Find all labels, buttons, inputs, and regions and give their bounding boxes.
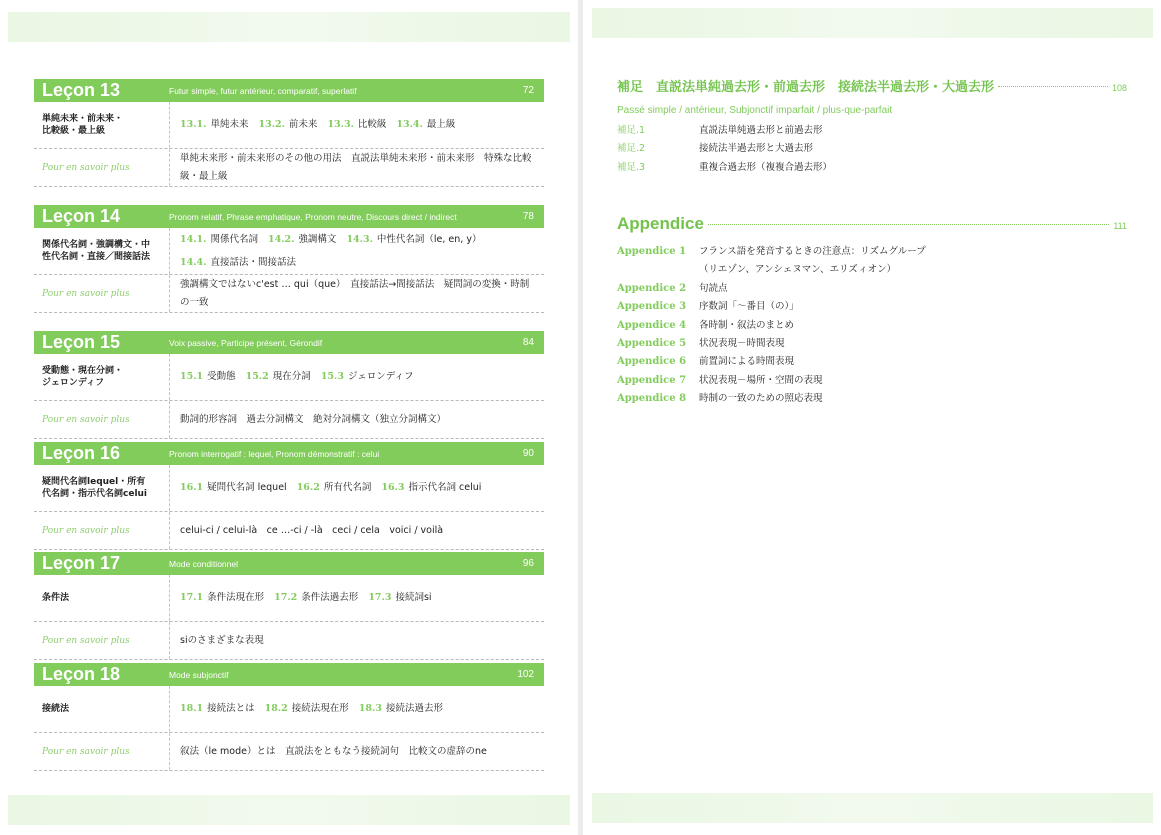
section-title: 比較級 [357,119,387,130]
section-number: 13.1. [180,119,207,130]
section-title: 直接話法・間接話法 [210,256,296,268]
lesson-header[interactable] [34,442,544,465]
lesson-header[interactable] [34,663,544,686]
section-title: ジェロンディフ [347,371,414,382]
hosoku-item-label: 補足.2 [617,143,646,155]
pour-en-savoir-plus-text: celui-ci / celui-là ce …-ci / -là ceci / cela voici / voilà [180,524,444,536]
section-item[interactable] [258,116,317,134]
hosoku-item-label: 補足.3 [617,161,646,173]
lesson-title: Leçon 16 [42,443,121,463]
pour-en-savoir-plus-label: Pour en savoir plus [34,512,170,549]
lesson-sections [170,575,544,621]
left-page [0,0,578,835]
lesson-block [34,552,544,660]
appendix-item[interactable] [617,390,1127,408]
appendix-item[interactable] [617,243,1127,280]
section-item[interactable] [321,368,414,386]
lesson-block [34,205,544,313]
appendix-item-text: フランス語を発音するときの注意点：リズムグループ （リエゾン、アンシェヌマン、エリズィオン） [699,246,926,276]
lesson-sections [170,228,544,274]
pour-en-savoir-plus-label: Pour en savoir plus [34,622,170,659]
hosoku-list [617,122,1127,177]
section-number: 16.1 [180,482,204,493]
appendix-item[interactable] [617,372,1127,390]
section-item[interactable] [180,479,287,497]
appendix-item[interactable] [617,298,1127,316]
lesson-title: Leçon 18 [42,664,121,684]
section-title: 単純未来 [210,119,249,130]
lesson-topics-row [34,228,544,275]
lesson-topic-label: 関係代名詞・強調構文・中 性代名詞・直接／間接話法 [34,228,170,274]
top-decorative-band [592,8,1153,38]
section-number: 14.4. [180,256,207,268]
lesson-page-number: 72 [522,85,534,96]
section-item[interactable] [297,479,372,497]
pour-en-savoir-plus-text: 単純未来形・前未来形のその他の用法 直説法単純未来形・前未来形 特殊な比較級・最上級 [180,152,532,182]
section-item[interactable] [180,589,264,607]
appendix-title: Appendice [617,214,704,233]
pour-en-savoir-plus-text: 叙法（le mode）とは 直説法をともなう接続詞句 比較文の虚辞のne [180,745,487,757]
lesson-sections [170,102,544,148]
section-number: 17.1 [180,592,204,603]
pour-en-savoir-plus-content [170,149,544,186]
lesson-topics-row [34,575,544,622]
appendix-item-text: 状況表現－時間表現 [699,338,785,350]
lesson-sections [170,686,544,732]
appendix-item-text: 各時制・叙法のまとめ [699,319,795,331]
lesson-header[interactable] [34,552,544,575]
hosoku-subtitle: Passé simple / antérieur, Subjonctif imparfait / plus-que-parfait [617,105,893,116]
section-item[interactable] [180,116,248,134]
pour-en-savoir-plus-row [34,149,544,187]
section-number: 14.2. [267,233,295,245]
hosoku-item-text: 重複合過去形（複複合過去形） [699,161,833,173]
appendix-item-label: Appendice 2 [617,282,687,294]
section-title: 強調構文 [298,233,337,245]
section-number: 16.2 [296,482,320,493]
section-number: 17.2 [274,592,298,603]
lesson-page-number: 78 [522,211,534,222]
section-title: 条件法過去形 [301,592,359,603]
lesson-subtitle: Mode subjonctif [169,669,229,680]
section-number: 14.3. [346,233,373,245]
section-item[interactable] [246,368,311,386]
section-item[interactable] [359,700,443,718]
lesson-topic-label: 条件法 [34,575,170,621]
hosoku-header[interactable] [617,76,1127,95]
hosoku-item[interactable] [617,159,1127,177]
section-item[interactable] [274,589,358,607]
pour-en-savoir-plus-row [34,275,544,313]
pour-en-savoir-plus-content [170,275,544,312]
lesson-sections [170,465,544,511]
section-item[interactable] [381,479,481,497]
hosoku-title: 補足 直説法単純過去形・前過去形 接続法半過去形・大過去形 [617,80,995,95]
section-title: 条件法現在形 [207,592,265,603]
lesson-subtitle: Futur simple, futur antérieur, comparatif, superlatif [169,85,357,96]
section-number: 13.3. [327,119,354,130]
section-title: 接続詞si [395,592,432,603]
lesson-page-number: 84 [522,337,534,348]
section-title: 関係代名詞 [210,233,258,245]
hosoku-item-label: 補足.1 [617,125,646,136]
appendix-list [617,243,1127,409]
pour-en-savoir-plus-text: 動詞的形容詞 過去分詞構文 絶対分詞構文（独立分詞構文） [180,413,447,425]
section-item[interactable] [180,368,236,386]
appendix-item[interactable] [617,353,1127,371]
section-number: 15.3 [320,371,344,382]
appendix-item[interactable] [617,317,1127,335]
hosoku-item[interactable] [617,122,1127,140]
pour-en-savoir-plus-label: Pour en savoir plus [34,401,170,438]
section-number: 15.1 [180,371,204,382]
top-decorative-band [8,12,570,42]
lesson-subtitle: Mode conditionnel [169,558,238,569]
section-title: 指示代名詞 celui [408,482,482,493]
right-page [583,0,1161,835]
appendix-item-text: 状況表現－場所・空間の表現 [699,374,823,386]
section-item[interactable] [268,231,336,249]
appendix-item-label: Appendice 3 [617,301,687,313]
pour-en-savoir-plus-content [170,512,544,549]
section-item[interactable] [265,700,349,718]
section-item[interactable] [396,116,455,134]
appendix-item[interactable] [617,280,1127,298]
pour-en-savoir-plus-content [170,733,544,770]
section-title: 中性代名詞（le, en, y） [376,233,482,245]
appendix-item-text: 前置詞による時間表現 [699,356,795,368]
hosoku-item-text: 直説法単純過去形と前過去形 [699,125,823,136]
lesson-topics-row [34,465,544,512]
section-item[interactable] [180,231,258,249]
lesson-topics-row [34,102,544,149]
lesson-subtitle: Voix passive, Participe présent, Gérondif [169,337,323,348]
appendix-header[interactable] [617,214,1127,234]
lesson-block [34,663,544,771]
appendix-item-label: Appendice 5 [617,338,687,350]
lesson-subtitle: Pronom interrogatif : lequel, Pronom démonstratif : celui [169,448,380,459]
section-title: 接続法とは [207,703,255,714]
lesson-page-number: 102 [517,669,534,680]
appendix-item[interactable] [617,335,1127,353]
dotted-leader [708,223,1109,225]
section-number: 15.2 [245,371,269,382]
pour-en-savoir-plus-label: Pour en savoir plus [34,149,170,186]
lesson-topic-label: 接続法 [34,686,170,732]
section-title: 接続法過去形 [385,703,443,714]
appendix-item-text: 時制の一致のための照応表現 [699,393,823,405]
lesson-header[interactable] [34,79,544,102]
section-title: 前未来 [288,119,318,130]
pour-en-savoir-plus-text: 強調構文ではないc'est … qui（que） 直接話法→間接話法 疑問詞の変換・時制の一致 [180,278,530,308]
pour-en-savoir-plus-row [34,622,544,660]
section-number: 18.3 [358,703,382,714]
section-number: 17.3 [368,592,392,603]
appendix-item-label: Appendice 6 [617,356,687,368]
pour-en-savoir-plus-row [34,401,544,439]
bottom-decorative-band [592,793,1153,823]
lesson-topic-label: 受動態・現在分詞・ ジェロンディフ [34,354,170,400]
lesson-header[interactable] [34,331,544,354]
lesson-title: Leçon 13 [42,80,121,100]
hosoku-page-number: 108 [1111,83,1127,93]
pour-en-savoir-plus-text: siのさまざまな表現 [180,634,264,646]
section-title: 現在分詞 [272,371,311,382]
lesson-title: Leçon 14 [42,206,121,226]
section-title: 接続法現在形 [291,703,349,714]
lesson-topic-label: 単純未来・前未来・ 比較級・最上級 [34,102,170,148]
section-item[interactable] [368,589,431,607]
lesson-subtitle: Pronom relatif, Phrase emphatique, Pronom neutre, Discours direct / indirect [169,211,457,222]
pour-en-savoir-plus-label: Pour en savoir plus [34,275,170,312]
section-number: 13.4. [396,119,423,130]
appendix-item-label: Appendice 7 [617,374,687,386]
section-item[interactable] [180,700,255,718]
pour-en-savoir-plus-content [170,401,544,438]
section-title: 受動態 [207,371,236,382]
hosoku-item-text: 接続法半過去形と大過去形 [699,143,814,155]
section-number: 16.3 [381,482,405,493]
section-number: 13.2. [258,119,285,130]
lesson-block [34,442,544,550]
bottom-decorative-band [8,795,570,825]
section-item[interactable] [346,231,481,249]
section-number: 18.2 [264,703,288,714]
section-number: 14.1. [180,233,207,245]
appendix-item-text: 序数詞「～番目（の）」 [699,301,799,313]
appendix-item-label: Appendice 1 [617,246,687,257]
lesson-block [34,331,544,439]
section-title: 所有代名詞 [323,482,372,493]
lesson-topics-row [34,354,544,401]
section-title: 疑問代名詞 lequel [207,482,287,493]
appendix-item-text: 句読点 [699,282,728,294]
lesson-sections [170,354,544,400]
dotted-leader [998,85,1108,87]
section-title: 最上級 [426,119,456,130]
lesson-title: Leçon 17 [42,553,121,573]
pour-en-savoir-plus-row [34,512,544,550]
appendix-item-label: Appendice 8 [617,393,687,405]
pour-en-savoir-plus-label: Pour en savoir plus [34,733,170,770]
appendix-item-label: Appendice 4 [617,319,687,331]
section-number: 18.1 [180,703,204,714]
pour-en-savoir-plus-row [34,733,544,771]
pour-en-savoir-plus-content [170,622,544,659]
section-item[interactable] [327,116,386,134]
lesson-page-number: 96 [522,558,534,569]
appendix-page-number: 111 [1113,221,1127,231]
lesson-topic-label: 疑問代名詞lequel・所有 代名詞・指示代名詞celui [34,465,170,511]
lesson-topics-row [34,686,544,733]
lesson-header[interactable] [34,205,544,228]
hosoku-item[interactable] [617,140,1127,158]
lesson-block [34,79,544,187]
section-item[interactable] [180,254,296,272]
lesson-title: Leçon 15 [42,332,121,352]
lesson-page-number: 90 [522,448,534,459]
